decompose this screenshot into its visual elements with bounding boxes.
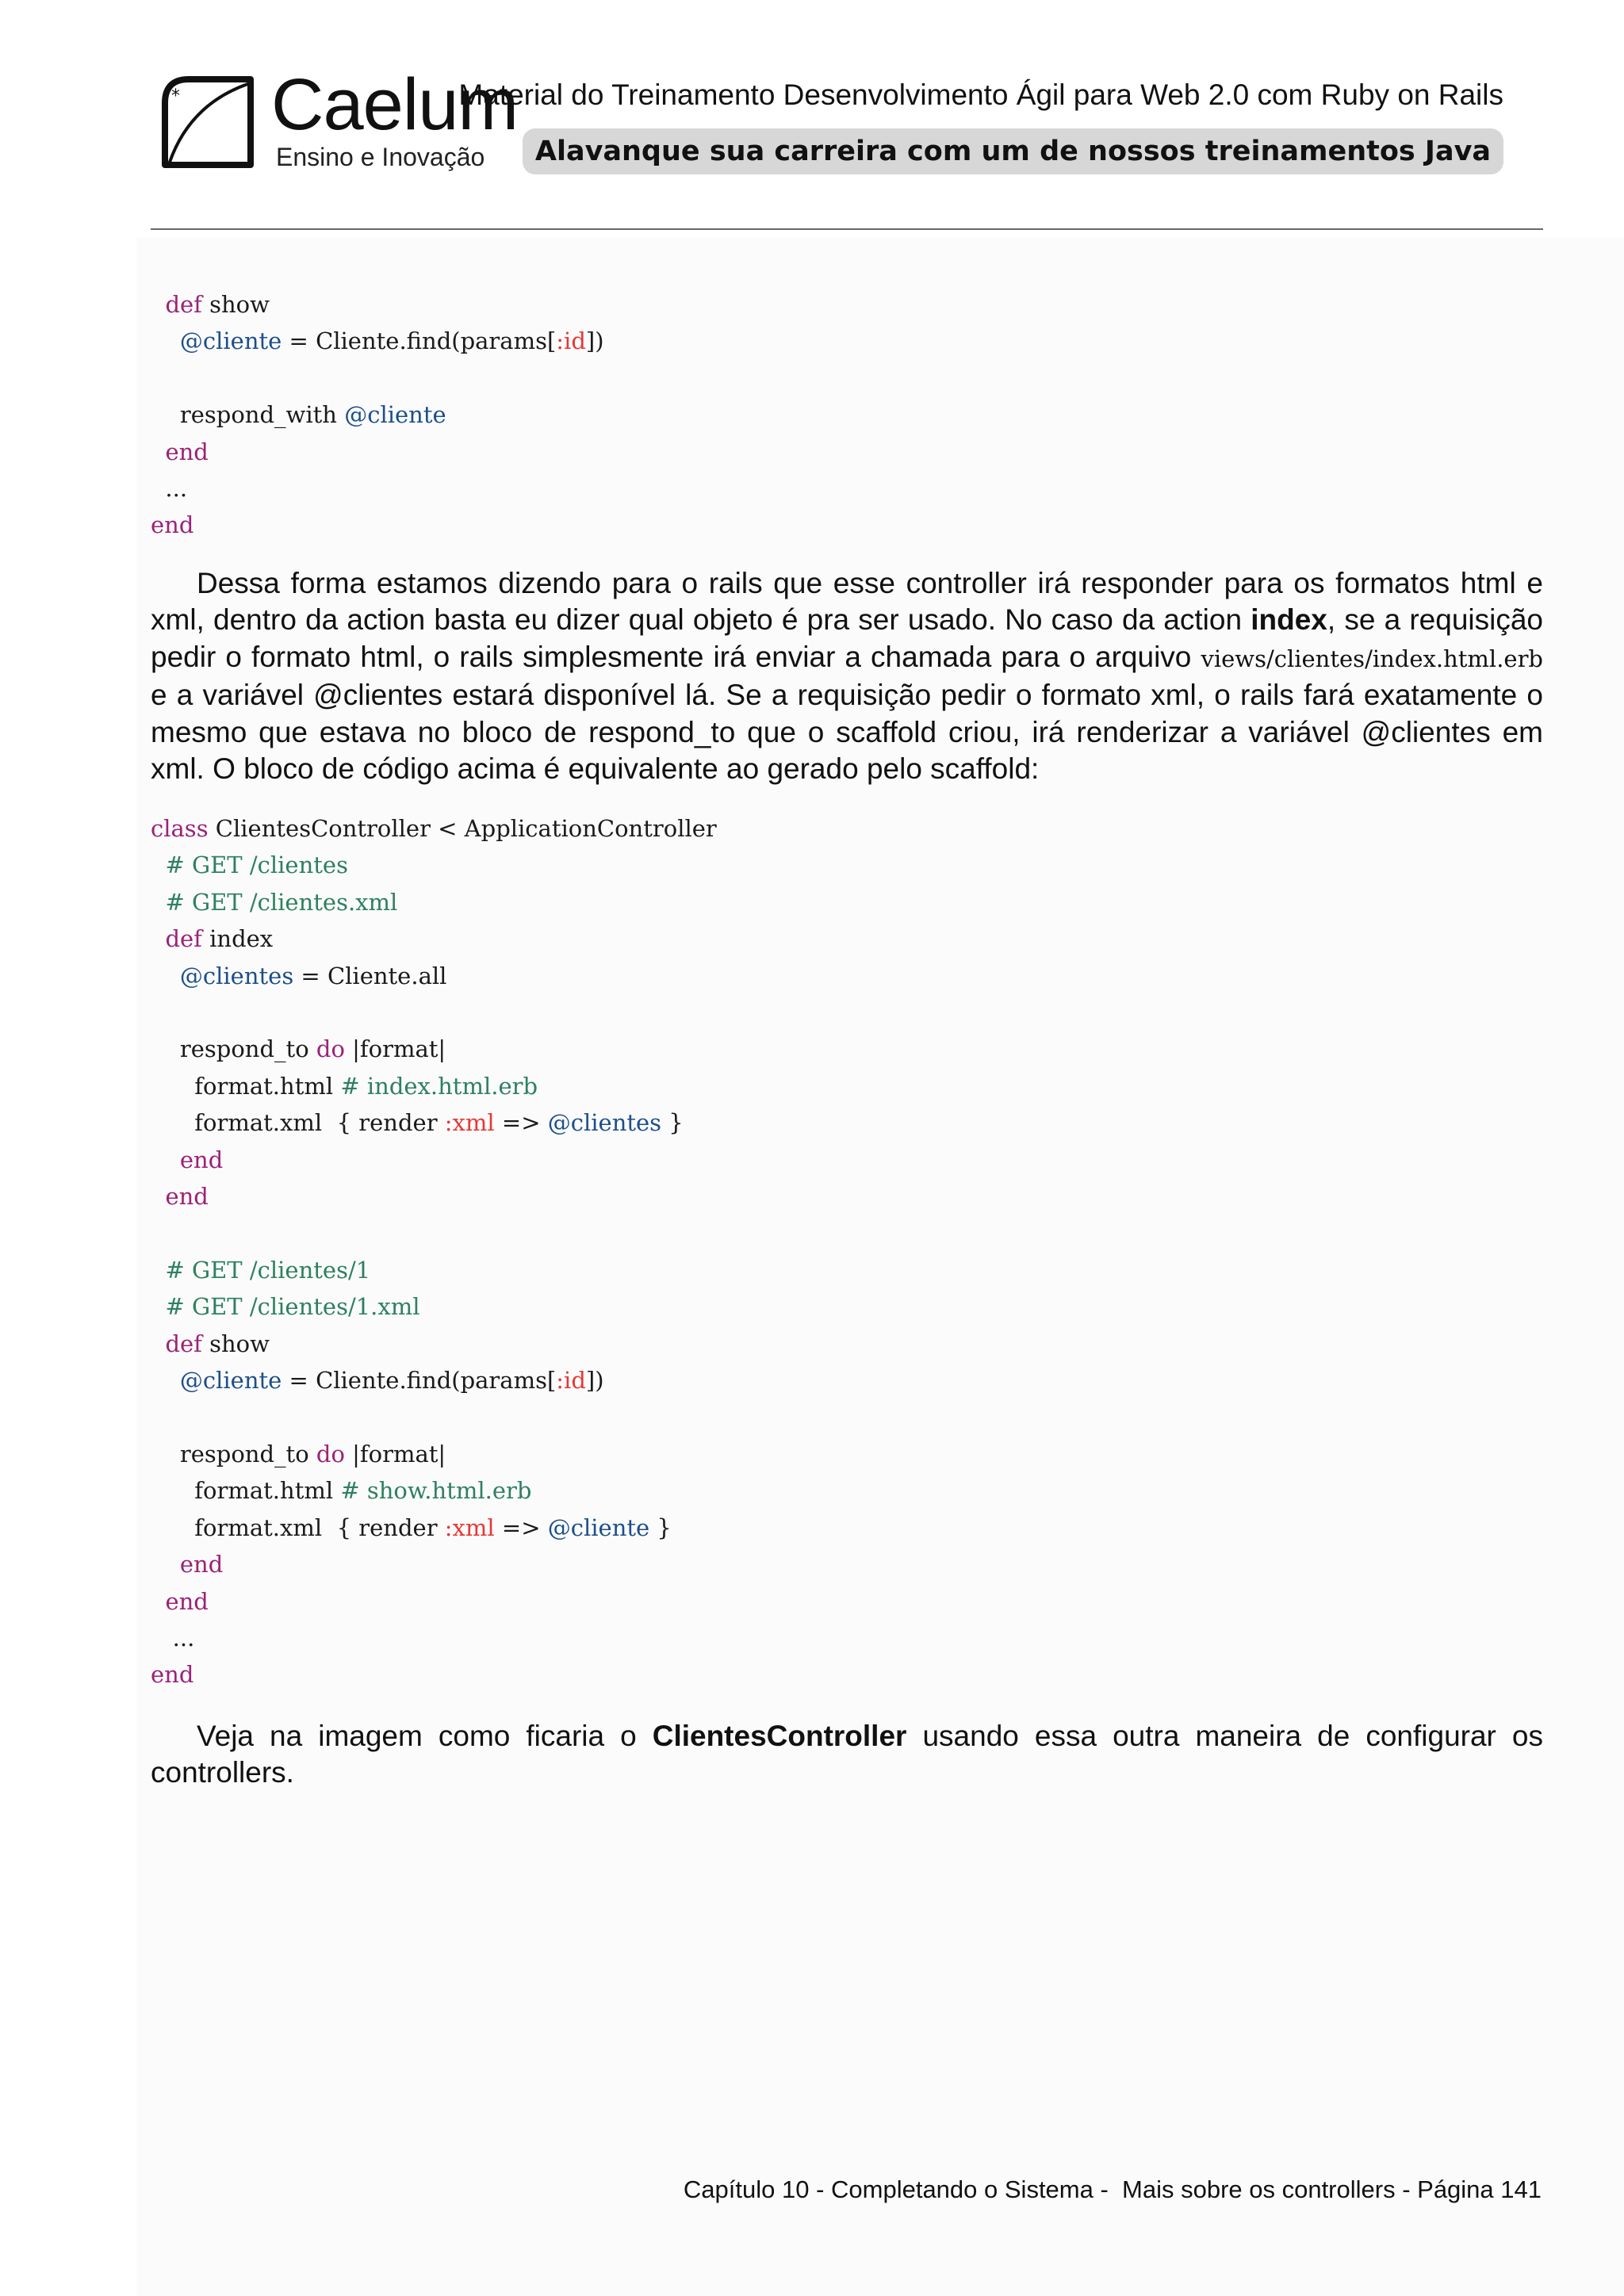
code-token: def [165, 291, 202, 318]
code-token: class [151, 815, 209, 842]
code-token: # GET /clientes.xml [165, 888, 398, 916]
code-line [151, 1661, 193, 1688]
code-token: format.html [151, 1072, 341, 1100]
code-token: |format| [344, 1035, 446, 1063]
code-token: @cliente [179, 327, 282, 355]
code-line [151, 1330, 270, 1357]
code-token: => [494, 1109, 548, 1137]
code-token [151, 1367, 180, 1394]
code-token: # GET /clientes [165, 851, 348, 879]
code-token: @cliente [179, 1367, 282, 1395]
code-token: ]) [585, 1367, 604, 1395]
code-token: format.html [151, 1477, 341, 1505]
bold-index: index [1251, 603, 1327, 637]
code-line [151, 511, 193, 538]
code-token: => [494, 1513, 548, 1541]
code-token: show [201, 291, 270, 318]
code-line [151, 925, 273, 952]
paragraph-conclusion: Veja na imagem como ficaria o ClientesController usando essa outra maneira de configurar os controllers. [151, 1720, 1543, 1789]
code-token: def [165, 925, 202, 953]
code-token: @clientes [179, 962, 294, 989]
promo-banner: Alavanque sua carreira com um de nossos treinamentos Java [523, 128, 1503, 174]
code-line [151, 475, 187, 502]
code-token: show [201, 1330, 270, 1357]
code-line [151, 438, 209, 465]
code-token: def [165, 1330, 202, 1357]
code-token: format.xml { render [151, 1109, 445, 1137]
code-line [151, 1551, 223, 1578]
code-line [151, 962, 446, 989]
code-token: # GET /clientes/1.xml [165, 1293, 420, 1321]
code-line [151, 1035, 446, 1062]
code-token [151, 1330, 165, 1357]
code-token: = Cliente.find(params[ [282, 327, 557, 355]
code-token: } [649, 1513, 672, 1541]
code-line [151, 1109, 684, 1136]
code-line [151, 327, 604, 354]
code-token: end [179, 1551, 224, 1578]
paragraph-explanation: Dessa forma estamos dizendo para o rails que esse controller irá responder para os formatos html e xml, dentro da action basta eu dizer qual objeto é pra ser usado. No caso da action index, se a requisição pedir o formato html, o rails simplesmente irá enviar a chamada para o arquivo views/clientes/index.html.erb e a variável @clientes estará disponível lá. Se a requisição pedir o formato xml, o rails fará exatamente o mesmo que estava no bloco de respond_to que o scaffold criou, irá renderizar a variável @clientes em xml. O bloco de código acima é equivalente ao gerado pelo scaffold: [151, 567, 1543, 786]
code-token: ... [151, 1624, 195, 1651]
code-token: # index.html.erb [340, 1072, 538, 1100]
bold-controller-name: ClientesController [652, 1720, 907, 1752]
code-token: # GET /clientes/1 [165, 1256, 371, 1284]
code-line [151, 851, 348, 878]
code-token: :xml [444, 1109, 495, 1137]
code-token: = Cliente.find(params[ [282, 1367, 557, 1395]
code-token: end [165, 1587, 209, 1615]
code-token: end [165, 438, 209, 465]
code-token [151, 1257, 165, 1284]
code-token: do [316, 1035, 345, 1063]
code-token: end [165, 1183, 209, 1211]
caelum-logo-icon [157, 71, 257, 171]
code-token: :id [556, 327, 586, 355]
code-token: @cliente [344, 401, 446, 429]
code-token [151, 1183, 165, 1210]
code-token [151, 438, 165, 465]
course-title: Material do Treinamento Desenvolvimento Ágil para Web 2.0 com Ruby on Rails [458, 78, 1503, 111]
code-token [151, 889, 165, 916]
code-line [151, 1441, 446, 1468]
code-token: :xml [444, 1513, 495, 1541]
code-block-controller [151, 810, 717, 1693]
code-token: end [151, 511, 194, 539]
code-token: |format| [344, 1440, 446, 1468]
code-line [151, 1588, 209, 1615]
code-line [151, 291, 270, 318]
code-token: end [151, 1661, 194, 1689]
code-token [151, 1551, 180, 1578]
code-token: format.xml { render [151, 1513, 445, 1541]
code-line [151, 1514, 672, 1541]
code-token [151, 851, 165, 878]
code-token [151, 291, 165, 318]
code-line [151, 1257, 370, 1284]
code-token: ClientesController < ApplicationController [208, 815, 717, 842]
code-token: = Cliente.all [293, 962, 447, 989]
page-header [151, 60, 1543, 179]
code-line [151, 1073, 538, 1100]
file-path: views/clientes/index.html.erb [1201, 645, 1543, 672]
code-token [151, 1293, 165, 1320]
code-token [151, 925, 165, 952]
code-token [151, 1588, 165, 1615]
code-token: @cliente [547, 1513, 650, 1541]
code-line [151, 1183, 209, 1210]
code-line [151, 1293, 420, 1320]
code-token [151, 1146, 180, 1173]
code-line [151, 889, 397, 916]
code-token: # show.html.erb [340, 1477, 532, 1505]
code-token: @clientes [547, 1109, 662, 1137]
code-token [151, 327, 180, 354]
code-token: respond_to [151, 1440, 316, 1468]
code-line [151, 1146, 223, 1173]
code-token: ... [151, 475, 188, 503]
code-block-show [151, 286, 604, 544]
code-line [151, 1477, 531, 1504]
page-footer: Capítulo 10 - Completando o Sistema - Mais sobre os controllers - Página 141 [683, 2175, 1542, 2203]
code-line [151, 401, 446, 428]
code-line [151, 815, 717, 842]
code-token: respond_with [151, 401, 345, 429]
code-token: ]) [585, 327, 604, 355]
logo-wordmark: Caelum [271, 64, 519, 145]
code-token: do [316, 1440, 345, 1468]
code-token: :id [556, 1367, 586, 1395]
code-token: respond_to [151, 1035, 316, 1063]
code-line [151, 1624, 194, 1651]
code-line [151, 1367, 604, 1394]
svg-text:*: * [171, 86, 180, 106]
code-token: index [201, 925, 274, 953]
code-token [151, 962, 180, 989]
code-token: } [661, 1109, 684, 1137]
logo-tagline: Ensino e Inovação [276, 143, 485, 171]
code-token: end [179, 1146, 224, 1173]
header-divider [151, 228, 1543, 230]
